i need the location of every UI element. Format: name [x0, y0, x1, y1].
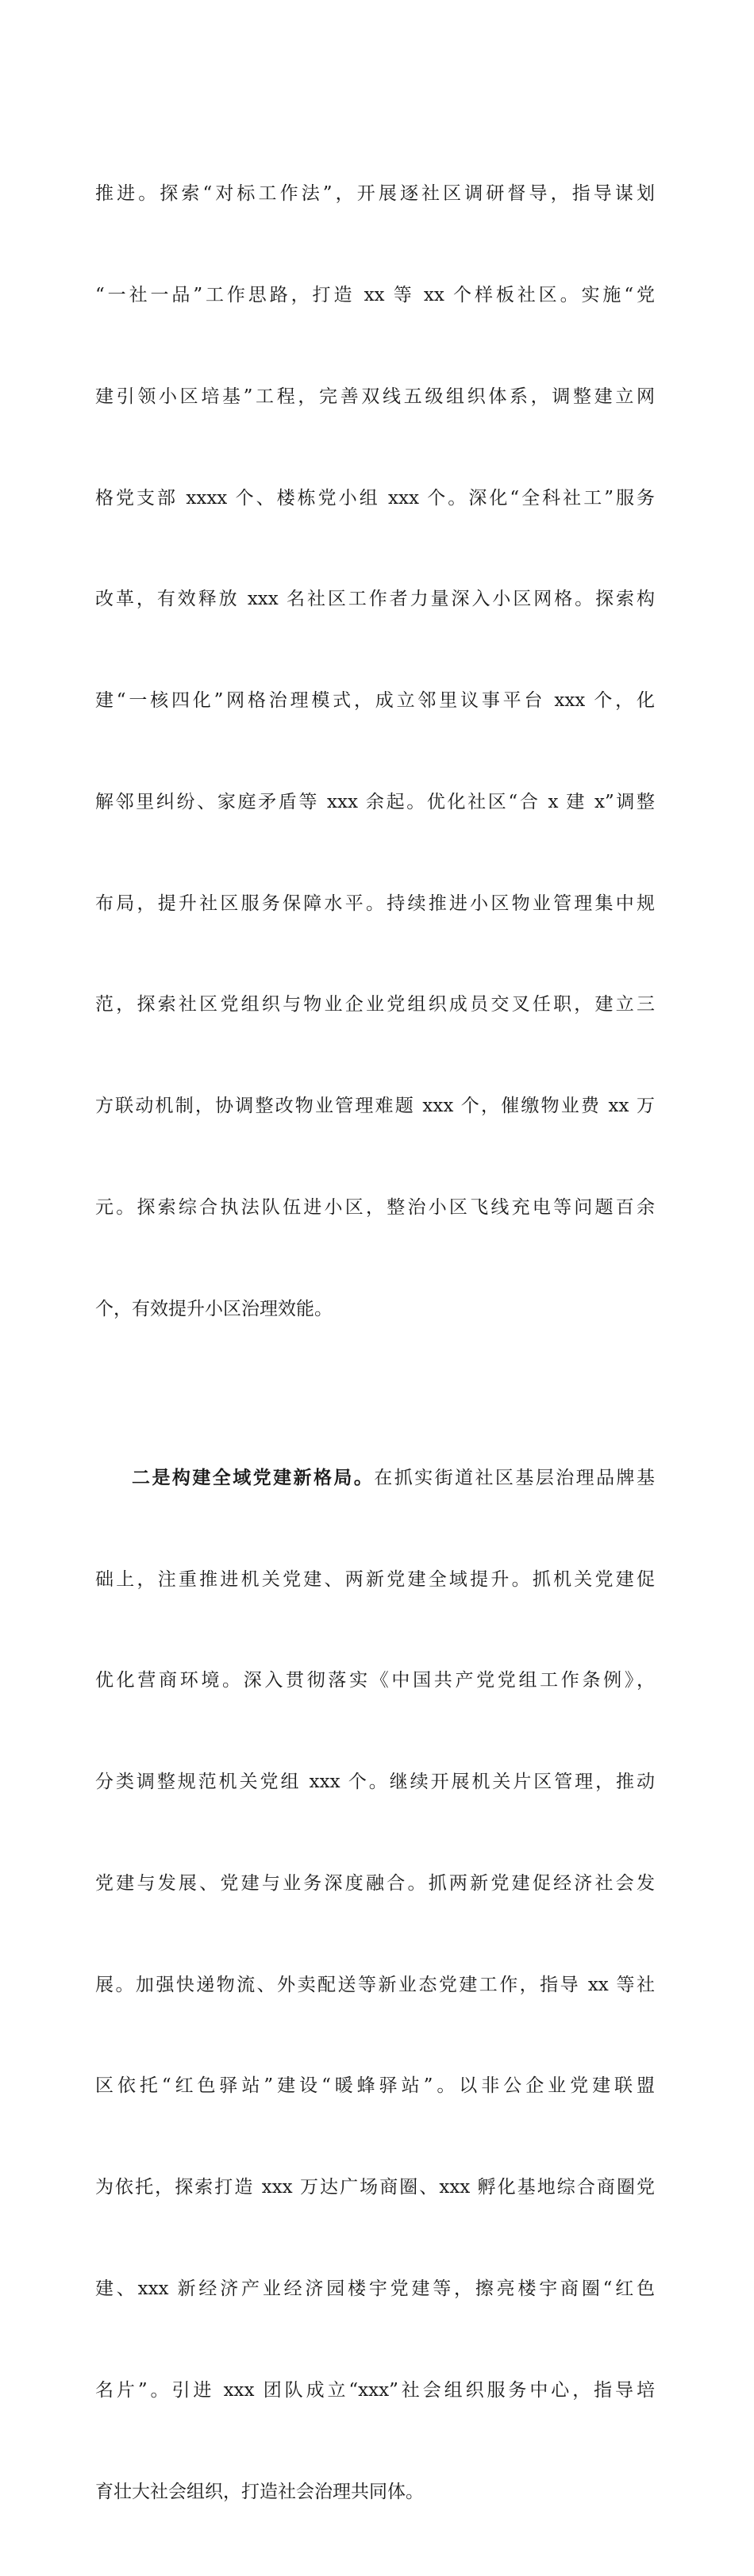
section-heading: 二是构建全域党建新格局。 — [132, 1466, 375, 1488]
text-line: 解邻里纠纷、家庭矛盾等 xxx 余起。优化社区“合 x 建 x”调整 — [95, 791, 655, 812]
text-line: 分类调整规范机关党组 xxx 个。继续开展机关片区管理，推动 — [95, 1772, 655, 1793]
text-line: 方联动机制，协调整改物业管理难题 xxx 个，催缴物业费 xx 万 — [95, 1096, 655, 1117]
text-line: 础上，注重推进机关党建、两新党建全域提升。抓机关党建促 — [95, 1568, 655, 1590]
text-line: 改革，有效释放 xxx 名社区工作者力量深入小区网格。探索构 — [95, 589, 655, 610]
text-fragment: 在抓实街道社区基层治理品牌基 — [374, 1467, 656, 1488]
document-body — [95, 109, 655, 2576]
text-line: 区依托“红色驿站”建设“暖蜂驿站”。以非公企业党建联盟 — [95, 2075, 655, 2097]
text-line: 优化营商环境。深入贯彻落实《中国共产党党组工作条例》， — [95, 1670, 655, 1691]
text-line: 建、xxx 新经济产业经济园楼宇党建等，擦亮楼宇商圈“红色 — [95, 2278, 655, 2299]
paragraph-first-line — [95, 1461, 655, 1495]
text-line: 推进。探索“对标工作法”，开展逐社区调研督导，指导谋划 — [95, 183, 655, 205]
paragraph-community-governance — [95, 109, 655, 1394]
text-line: 格党支部 xxxx 个、楼栋党小组 xxx 个。深化“全科社工”服务 — [95, 487, 655, 509]
text-line: 建引领小区培基”工程，完善双线五级组织体系，调整建立网 — [95, 386, 655, 407]
text-line: 个，有效提升小区治理效能。 — [95, 1298, 333, 1319]
text-line: “一社一品”工作思路，打造 xx 等 xx 个样板社区。实施“党 — [95, 284, 655, 305]
text-line: 范，探索社区党组织与物业企业党组织成员交叉任职，建立三 — [95, 994, 655, 1015]
text-line: 育壮大社会组织，打造社会治理共同体。 — [95, 2481, 424, 2502]
text-line: 元。探索综合执法队伍进小区，整治小区飞线充电等问题百余 — [95, 1197, 655, 1218]
text-line: 展。加强快递物流、外卖配送等新业态党建工作，指导 xx 等社 — [95, 1974, 655, 1995]
text-line: 建“一核四化”网格治理模式，成立邻里议事平台 xxx 个，化 — [95, 690, 655, 712]
text-line: 布局，提升社区服务保障水平。持续推进小区物业管理集中规 — [95, 893, 655, 914]
text-line: 为依托，探索打造 xxx 万达广场商圈、xxx 孵化基地综合商圈党 — [95, 2177, 655, 2198]
text-line: 名片”。引进 xxx 团队成立“xxx”社会组织服务中心，指导培 — [95, 2379, 655, 2401]
text-line: 党建与发展、党建与业务深度融合。抓两新党建促经济社会发 — [95, 1872, 655, 1894]
paragraph-party-building — [95, 1394, 655, 2576]
